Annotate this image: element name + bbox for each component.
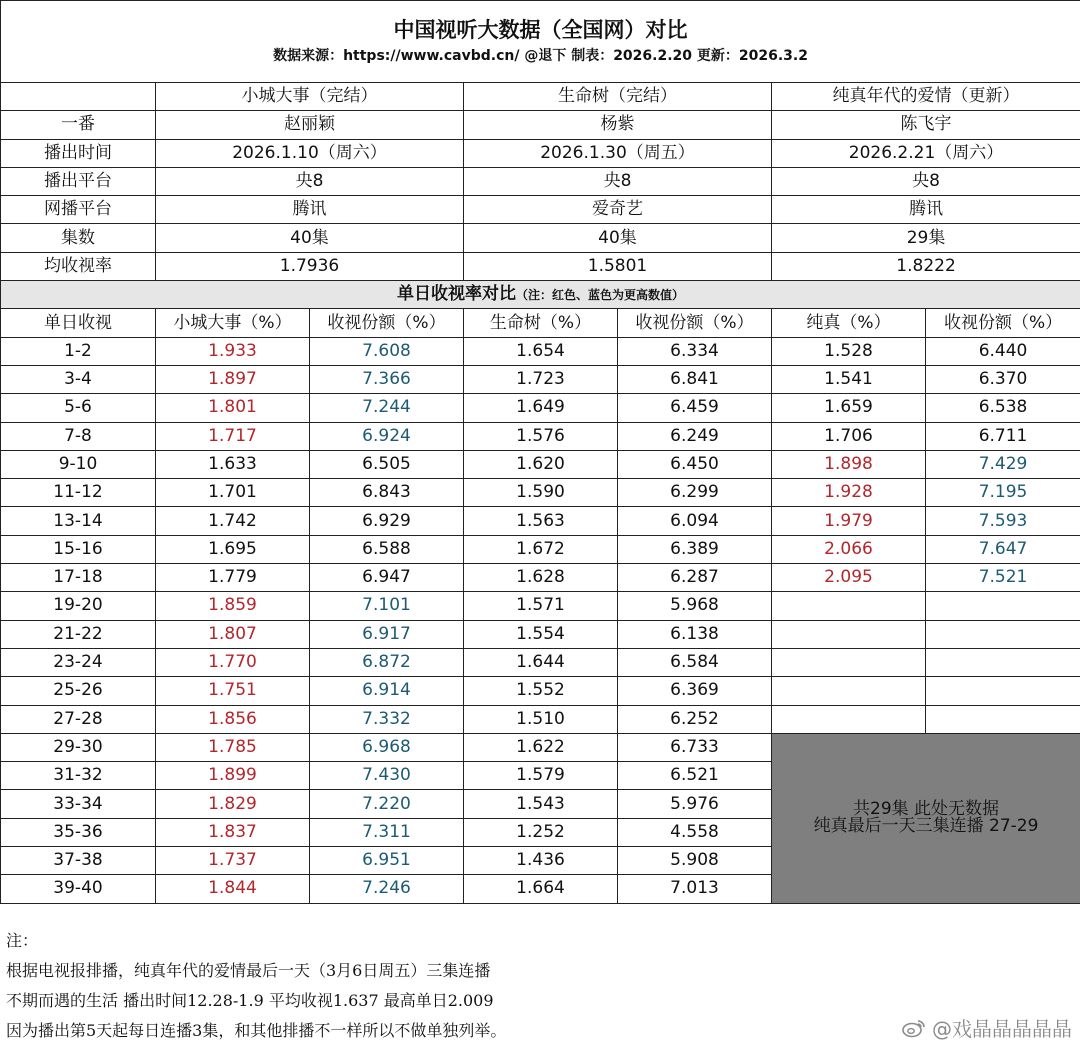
table-cell	[772, 648, 926, 676]
table-cell: 6.968	[310, 733, 464, 761]
episode-range: 39-40	[1, 875, 156, 903]
column-header: 生命树（%）	[464, 309, 618, 337]
table-cell: 1.856	[156, 705, 310, 733]
table-cell: 7.429	[926, 450, 1080, 478]
table-cell: 1.933	[156, 337, 310, 365]
table-row	[1, 535, 1080, 563]
web-platform: 腾讯	[156, 196, 464, 224]
show-name-row	[1, 83, 1080, 111]
table-cell	[926, 648, 1080, 676]
table-cell	[926, 620, 1080, 648]
table-cell: 1.528	[772, 337, 926, 365]
section-title: 单日收视率对比	[397, 284, 517, 305]
table-cell: 4.558	[618, 818, 772, 846]
table-cell: 6.249	[618, 422, 772, 450]
lead-actor: 赵丽颖	[156, 111, 464, 139]
section-header	[1, 281, 1080, 309]
episode-range: 9-10	[1, 450, 156, 478]
table-cell: 6.440	[926, 337, 1080, 365]
table-cell: 1.899	[156, 762, 310, 790]
row-label: 集数	[1, 224, 156, 252]
table-cell: 6.917	[310, 620, 464, 648]
table-cell: 1.837	[156, 818, 310, 846]
avg-rating: 1.5801	[464, 252, 772, 280]
table-cell: 6.450	[618, 450, 772, 478]
table-cell: 1.701	[156, 479, 310, 507]
table-cell: 1.649	[464, 394, 618, 422]
episode-range: 23-24	[1, 648, 156, 676]
lead-actor: 陈飞宇	[772, 111, 1080, 139]
table-cell: 1.554	[464, 620, 618, 648]
web-platform-row	[1, 196, 1080, 224]
table-cell: 6.370	[926, 365, 1080, 393]
table-cell: 1.576	[464, 422, 618, 450]
show-name: 小城大事（完结）	[156, 83, 464, 111]
column-header: 收视份额（%）	[926, 309, 1080, 337]
table-cell: 5.976	[618, 790, 772, 818]
table-row	[1, 592, 1080, 620]
table-row	[1, 733, 1080, 761]
table-cell: 6.924	[310, 422, 464, 450]
table-cell: 1.742	[156, 507, 310, 535]
table-cell: 1.579	[464, 762, 618, 790]
table-cell: 7.366	[310, 365, 464, 393]
table-cell: 1.622	[464, 733, 618, 761]
table-cell: 1.633	[156, 450, 310, 478]
table-cell: 7.101	[310, 592, 464, 620]
episode-count: 40集	[464, 224, 772, 252]
episode-range: 29-30	[1, 733, 156, 761]
table-cell: 6.369	[618, 677, 772, 705]
tv-platform: 央8	[156, 167, 464, 195]
table-cell: 1.897	[156, 365, 310, 393]
table-cell: 6.138	[618, 620, 772, 648]
episode-range: 19-20	[1, 592, 156, 620]
no-data-line: 纯真最后一天三集连播 27-29	[813, 816, 1039, 837]
web-platform: 腾讯	[772, 196, 1080, 224]
table-cell: 1.829	[156, 790, 310, 818]
table-cell: 2.066	[772, 535, 926, 563]
table-cell: 1.979	[772, 507, 926, 535]
table-cell: 1.785	[156, 733, 310, 761]
table-cell	[772, 677, 926, 705]
table-cell: 1.706	[772, 422, 926, 450]
table-row	[1, 507, 1080, 535]
column-header: 收视份额（%）	[618, 309, 772, 337]
episode-range: 17-18	[1, 564, 156, 592]
lead-row	[1, 111, 1080, 139]
air-date: 2026.1.30（周五）	[464, 139, 772, 167]
table-cell: 6.841	[618, 365, 772, 393]
table-cell: 1.737	[156, 847, 310, 875]
episode-range: 37-38	[1, 847, 156, 875]
avg-rating-row	[1, 252, 1080, 280]
episode-range: 25-26	[1, 677, 156, 705]
table-cell: 6.521	[618, 762, 772, 790]
table-cell: 7.647	[926, 535, 1080, 563]
table-row	[1, 705, 1080, 733]
page-subtitle: 数据来源：https://www.cavbd.cn/ @退下 制表：2026.2.20 更新：2026.3.2	[273, 48, 808, 64]
note-line: 不期而遇的生活 播出时间12.28-1.9 平均收视1.637 最高单日2.009	[6, 991, 494, 1010]
table-cell: 1.807	[156, 620, 310, 648]
table-cell: 1.717	[156, 422, 310, 450]
table-cell: 6.389	[618, 535, 772, 563]
table-cell: 6.951	[310, 847, 464, 875]
table-cell: 1.510	[464, 705, 618, 733]
episode-range: 13-14	[1, 507, 156, 535]
table-cell: 7.195	[926, 479, 1080, 507]
table-cell: 1.659	[772, 394, 926, 422]
table-row	[1, 365, 1080, 393]
table-cell	[926, 592, 1080, 620]
table-cell: 1.664	[464, 875, 618, 903]
row-label: 播出平台	[1, 167, 156, 195]
no-data-line: 共29集 此处无数据	[853, 799, 1000, 820]
table-cell: 6.872	[310, 648, 464, 676]
episode-count: 29集	[772, 224, 1080, 252]
table-cell: 1.928	[772, 479, 926, 507]
table-cell: 1.571	[464, 592, 618, 620]
column-header: 收视份额（%）	[310, 309, 464, 337]
table-cell: 6.334	[618, 337, 772, 365]
table-cell: 1.844	[156, 875, 310, 903]
page-title: 中国视听大数据（全国网）对比	[393, 18, 688, 42]
table-cell: 1.644	[464, 648, 618, 676]
avg-rating: 1.8222	[772, 252, 1080, 280]
table-cell: 6.094	[618, 507, 772, 535]
table-row	[1, 337, 1080, 365]
show-name: 纯真年代的爱情（更新）	[772, 83, 1080, 111]
avg-rating: 1.7936	[156, 252, 464, 280]
row-label: 一番	[1, 111, 156, 139]
table-cell: 7.332	[310, 705, 464, 733]
table-cell: 5.968	[618, 592, 772, 620]
table-row	[1, 394, 1080, 422]
episode-range: 11-12	[1, 479, 156, 507]
title-cell	[1, 1, 1080, 83]
table-row	[1, 564, 1080, 592]
table-row	[1, 450, 1080, 478]
column-header-row	[1, 309, 1080, 337]
table-cell	[772, 620, 926, 648]
table-cell: 1.751	[156, 677, 310, 705]
weibo-logo-icon	[902, 1018, 926, 1038]
table-cell	[926, 705, 1080, 733]
table-cell: 1.628	[464, 564, 618, 592]
episode-range: 1-2	[1, 337, 156, 365]
row-label: 播出时间	[1, 139, 156, 167]
table-cell: 6.459	[618, 394, 772, 422]
table-cell: 6.538	[926, 394, 1080, 422]
table-cell: 1.770	[156, 648, 310, 676]
table-cell: 6.505	[310, 450, 464, 478]
table-cell: 6.947	[310, 564, 464, 592]
episode-range: 15-16	[1, 535, 156, 563]
section-header-row	[1, 281, 1080, 309]
table-cell: 5.908	[618, 847, 772, 875]
table-cell: 7.220	[310, 790, 464, 818]
table-cell: 1.541	[772, 365, 926, 393]
table-cell: 1.779	[156, 564, 310, 592]
table-cell: 7.311	[310, 818, 464, 846]
table-cell: 6.929	[310, 507, 464, 535]
table-cell: 1.672	[464, 535, 618, 563]
column-header: 单日收视	[1, 309, 156, 337]
watermark	[902, 1013, 1072, 1042]
table-cell	[926, 677, 1080, 705]
show-name: 生命树（完结）	[464, 83, 772, 111]
table-cell: 1.723	[464, 365, 618, 393]
table-cell: 7.593	[926, 507, 1080, 535]
table-cell: 7.246	[310, 875, 464, 903]
table-cell: 6.733	[618, 733, 772, 761]
corner-cell	[1, 83, 156, 111]
episodes-row	[1, 224, 1080, 252]
table-cell: 6.588	[310, 535, 464, 563]
table-cell: 6.252	[618, 705, 772, 733]
episode-range: 27-28	[1, 705, 156, 733]
no-data-box	[772, 733, 1080, 903]
lead-actor: 杨紫	[464, 111, 772, 139]
table-cell: 7.430	[310, 762, 464, 790]
web-platform: 爱奇艺	[464, 196, 772, 224]
air-date: 2026.2.21（周六）	[772, 139, 1080, 167]
table-cell: 7.244	[310, 394, 464, 422]
table-cell: 6.843	[310, 479, 464, 507]
episode-range: 5-6	[1, 394, 156, 422]
episode-range: 21-22	[1, 620, 156, 648]
table-cell: 1.898	[772, 450, 926, 478]
table-cell: 1.654	[464, 337, 618, 365]
table-cell: 1.859	[156, 592, 310, 620]
table-cell: 1.563	[464, 507, 618, 535]
table-cell: 7.013	[618, 875, 772, 903]
air-date-row	[1, 139, 1080, 167]
note-line: 根据电视报排播，纯真年代的爱情最后一天（3月6日周五）三集连播	[6, 961, 491, 980]
table-cell: 7.521	[926, 564, 1080, 592]
watermark-text: @戏晶晶晶晶晶	[932, 1017, 1072, 1041]
table-cell: 1.620	[464, 450, 618, 478]
episode-range: 35-36	[1, 818, 156, 846]
row-label: 网播平台	[1, 196, 156, 224]
table-cell	[772, 705, 926, 733]
table-row	[1, 422, 1080, 450]
note-line: 因为播出第5天起每日连播3集，和其他排播不一样所以不做单独列举。	[6, 1021, 507, 1040]
table-cell	[772, 592, 926, 620]
table-cell: 1.801	[156, 394, 310, 422]
table-row	[1, 620, 1080, 648]
platform-row	[1, 167, 1080, 195]
table-cell: 6.914	[310, 677, 464, 705]
table-cell: 6.287	[618, 564, 772, 592]
table-cell: 6.711	[926, 422, 1080, 450]
table-cell: 1.252	[464, 818, 618, 846]
table-cell: 1.543	[464, 790, 618, 818]
table-row	[1, 677, 1080, 705]
tv-platform: 央8	[772, 167, 1080, 195]
note-line: 注：	[6, 931, 39, 950]
episode-count: 40集	[156, 224, 464, 252]
episode-range: 3-4	[1, 365, 156, 393]
episode-range: 31-32	[1, 762, 156, 790]
table-cell: 6.299	[618, 479, 772, 507]
column-header: 纯真（%）	[772, 309, 926, 337]
air-date: 2026.1.10（周六）	[156, 139, 464, 167]
section-note: （注：红色、蓝色为更高数值）	[516, 288, 685, 303]
table-row	[1, 479, 1080, 507]
table-cell: 1.590	[464, 479, 618, 507]
row-label: 均收视率	[1, 252, 156, 280]
table-cell: 6.584	[618, 648, 772, 676]
table-cell: 1.695	[156, 535, 310, 563]
table-row	[1, 648, 1080, 676]
column-header: 小城大事（%）	[156, 309, 310, 337]
table-cell: 7.608	[310, 337, 464, 365]
episode-range: 33-34	[1, 790, 156, 818]
tv-platform: 央8	[464, 167, 772, 195]
table-cell: 1.552	[464, 677, 618, 705]
table-cell: 1.436	[464, 847, 618, 875]
episode-range: 7-8	[1, 422, 156, 450]
table-cell: 2.095	[772, 564, 926, 592]
